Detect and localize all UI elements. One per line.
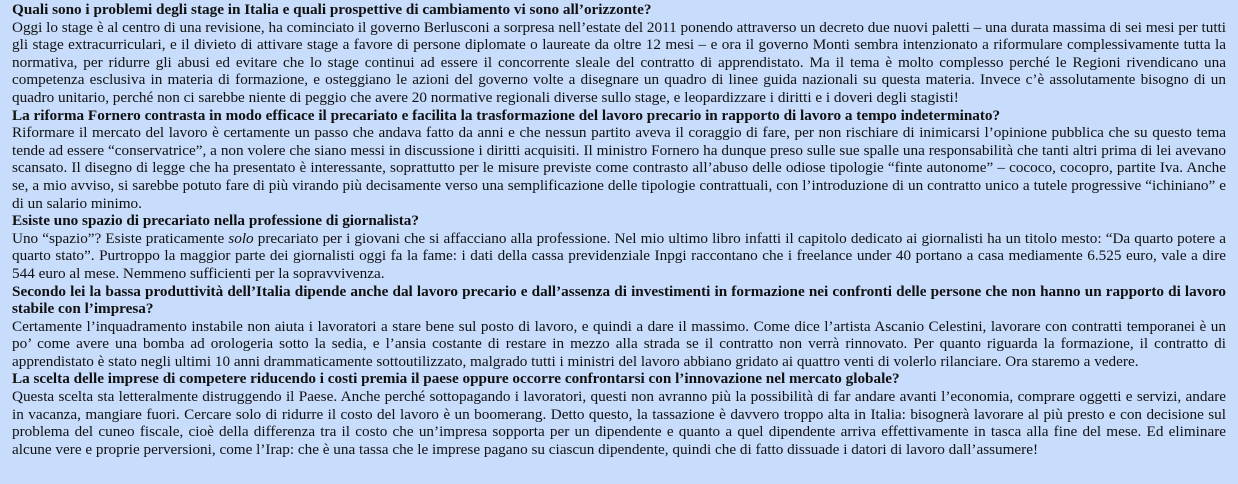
question-3: Esiste uno spazio di precariato nella professione di giornalista? — [12, 212, 419, 230]
answer-text: Oggi lo stage è al centro di una revisione, ha cominciato il governo Berlusconi a sorpresa nell’estate del 2011 ponendo attraverso un decreto due nuovi paletti – una durata massima di sei mesi per tutti gli stage extracurriculari, e il divieto di attivare stage a favore di persone diplomate o laureate da oltre 12 mesi – e ora il governo Monti sembra intenzionato a riformulare complessivamente tutta la normativa, per ridurre gli abusi ed evitare che lo stage continui ad essere il concorrente sleale del contratto di apprendistato. Ma il tema è molto complesso perché le Regioni rivendicano una competenza esclusiva in materia di formazione, e osteggiano le azioni del governo volte a disegnare un quadro di linee guida nazionali su questa materia. Invece c’è assolutamente bisogno di un quadro unitario, perché non ci sarebbe niente di peggio che avere 20 normative regionali diverse sullo stage, e leopardizzare i diritti e i doveri degli stagisti! — [12, 18, 1226, 106]
answer-text: precariato per i giovani che si affacciano alla professione. Nel mio ultimo libro infatti il capitolo dedicato ai giornalisti ha un titolo mesto: “Da quarto potere a quarto stato”. Purtroppo la maggior parte dei giornalisti oggi fa la fame: i dati della cassa previdenziale Inpgi raccontano che i freelance under 40 portano a casa mediamente 6.525 euro, vale a dire 544 euro al mese. Nemmeno sufficienti per la sopravvivenza. — [12, 229, 1226, 282]
answer-text: Questa scelta sta letteralmente distruggendo il Paese. Anche perché sottopagando i lavoratori, questi non avranno più la possibilità di far andare avanti l’economia, comprare oggetti e servizi, andare in vacanza, mangiare fuori. Cercare solo di ridurre il costo del lavoro è un boomerang. Detto questo, la tassazione è davvero troppo alta in Italia: bisognerà lavorare al più presto e con decisione sul problema del cuneo fiscale, cioè della differenza tra il costo che un’impresa sopporta per un dipendente e quanto a quel dipendente arriva effettivamente in tasca alla fine del mese. Ed eliminare alcune vere e proprie perversioni, come l’Irap: che è una tassa che le imprese pagano su ciascun dipendente, quindi che di fatto dissuade i datori di lavoro dall’assumere! — [12, 388, 1226, 458]
question-2: La riforma Fornero contrasta in modo efficace il precariato e facilita la trasformazione del lavoro precario in rapporto di lavoro a tempo indeterminato? — [12, 106, 1001, 124]
answer-2 — [12, 124, 1226, 212]
answer-1 — [12, 19, 1226, 107]
answer-emphasis: solo — [228, 229, 254, 247]
answer-3 — [12, 230, 1226, 283]
answer-4 — [12, 318, 1226, 371]
question-4: Secondo lei la bassa produttività dell’Italia dipende anche dal lavoro precario e dall’assenza di investimenti in formazione nei confronti delle persone che non hanno un rapporto di lavoro stabile con l’impresa? — [12, 282, 1226, 318]
answer-text: Certamente l’inquadramento instabile non aiuta i lavoratori a stare bene sul posto di lavoro, e quindi a dare il massimo. Come dice l’artista Ascanio Celestini, lavorare con contratti temporanei è un po’ come avere una bomba ad orologeria sotto la sedia, e l’ansia costante di restare in mezzo alla strada se il contratto non verrà rinnovato. Per quanto riguarda la formazione, il contratto di apprendistato è stato negli ultimi 10 anni drammaticamente sottoutilizzato, malgrado tutti i ministri del lavoro abbiano gridato ai quattro venti di volerlo rilanciare. Ora staremo a vedere. — [12, 317, 1226, 370]
question-5: La scelta delle imprese di competere riducendo i costi premia il paese oppure occorre confrontarsi con l’innovazione nel mercato globale? — [12, 370, 900, 388]
answer-5 — [12, 388, 1226, 458]
question-1: Quali sono i problemi degli stage in Italia e quali prospettive di cambiamento vi sono all’orizzonte? — [12, 1, 652, 18]
answer-text: Riformare il mercato del lavoro è certamente un passo che andava fatto da anni e che nessun partito aveva il coraggio di fare, per non rischiare di inimicarsi l’opinione pubblica che su questo tema tende ad essere “conservatrice”, a non volere che siano messi in discussione i diritti acquisiti. Il ministro Fornero ha dunque preso sulle sue spalle una responsabilità che tanti altri prima di lei avevano scansato. Il disegno di legge che ha presentato è interessante, soprattutto per le misure previste come contrasto all’abuso delle odiose tipologie “finte autonome” – cococo, cocopro, partite Iva. Anche se, a mio avviso, si sarebbe potuto fare di più virando più decisamente verso una semplificazione delle tipologie contrattuali, con l’introduzione di un contratto unico a tutele progressive “ichiniano” e di un salario minimo. — [12, 124, 1226, 212]
answer-text: Uno “spazio”? Esiste praticamente — [12, 229, 229, 247]
